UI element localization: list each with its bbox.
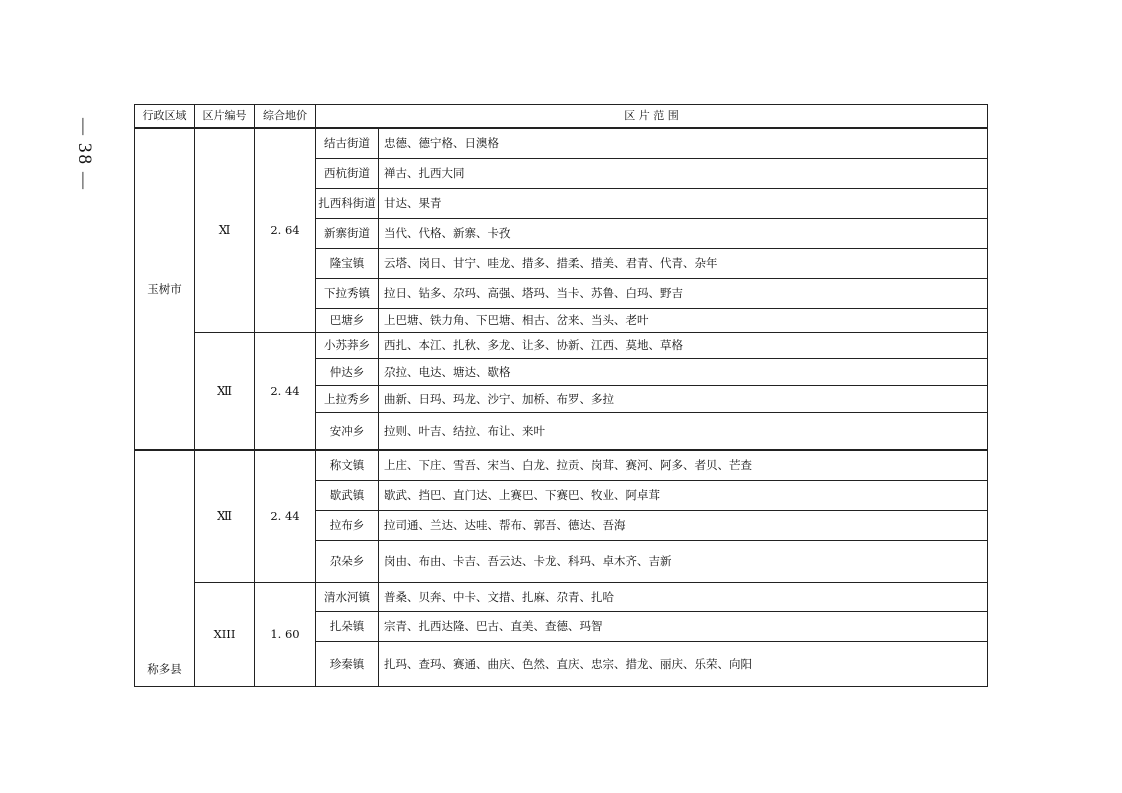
place-cell: 尕朵乡 — [316, 540, 379, 582]
place-cell: 巴塘乡 — [316, 308, 379, 332]
villages-cell: 曲新、日玛、玛龙、沙宁、加桥、布罗、多拉 — [379, 385, 988, 412]
villages-cell: 普桑、贝奔、中卡、文措、扎麻、尕青、扎哈 — [379, 582, 988, 611]
table-header-row — [135, 105, 988, 129]
table-row — [135, 450, 988, 480]
villages-cell: 宗青、扎西达隆、巴古、直美、查德、玛智 — [379, 611, 988, 641]
villages-cell: 拉司通、兰达、达哇、帮布、郭吾、德达、吾海 — [379, 510, 988, 540]
villages-cell: 拉日、钻多、尕玛、高强、塔玛、当卡、苏鲁、白玛、野吉 — [379, 278, 988, 308]
place-cell: 安冲乡 — [316, 412, 379, 450]
villages-cell: 西扎、本江、扎秋、多龙、让多、协新、江西、莫地、草格 — [379, 332, 988, 358]
place-cell: 结古街道 — [316, 128, 379, 158]
place-cell: 称文镇 — [316, 450, 379, 480]
page-number-dash-right: — — [75, 172, 94, 191]
place-cell: 扎朵镇 — [316, 611, 379, 641]
table-row — [135, 128, 988, 158]
place-cell: 上拉秀乡 — [316, 385, 379, 412]
price-cell: 2. 44 — [255, 332, 316, 450]
page-number-value: 38 — [74, 143, 95, 166]
page-number — [73, 118, 95, 191]
place-cell: 西杭街道 — [316, 158, 379, 188]
table-row — [135, 332, 988, 358]
villages-cell: 甘达、果青 — [379, 188, 988, 218]
villages-cell: 上巴塘、铁力角、下巴塘、相古、岔来、当头、老叶 — [379, 308, 988, 332]
place-cell: 下拉秀镇 — [316, 278, 379, 308]
place-cell: 隆宝镇 — [316, 248, 379, 278]
price-cell: 1. 60 — [255, 582, 316, 686]
place-cell: 清水河镇 — [316, 582, 379, 611]
villages-cell: 拉则、叶吉、结拉、布让、来叶 — [379, 412, 988, 450]
page-number-dash-left: — — [75, 118, 94, 137]
place-cell: 新寨街道 — [316, 218, 379, 248]
place-cell: 珍秦镇 — [316, 641, 379, 686]
header-zone-scope: 区 片 范 围 — [316, 105, 988, 129]
zone-number-cell: XIII — [195, 582, 255, 686]
zone-number-cell: Ⅻ — [195, 450, 255, 582]
villages-cell: 禅古、扎西大同 — [379, 158, 988, 188]
villages-cell: 尕拉、电达、塘达、歇格 — [379, 358, 988, 385]
place-cell: 小苏莽乡 — [316, 332, 379, 358]
villages-cell: 当代、代格、新寨、卡孜 — [379, 218, 988, 248]
place-cell: 拉布乡 — [316, 510, 379, 540]
land-price-zone-table — [134, 104, 988, 687]
header-composite-price: 综合地价 — [255, 105, 316, 129]
villages-cell: 上庄、下庄、雪吾、宋当、白龙、拉贡、岗茸、赛河、阿多、者贝、芒查 — [379, 450, 988, 480]
table-row — [135, 582, 988, 611]
place-cell: 扎西科街道 — [316, 188, 379, 218]
header-region: 行政区域 — [135, 105, 195, 129]
place-cell: 仲达乡 — [316, 358, 379, 385]
header-zone-number: 区片编号 — [195, 105, 255, 129]
price-cell: 2. 44 — [255, 450, 316, 582]
villages-cell: 忠德、德宁格、日澳格 — [379, 128, 988, 158]
villages-cell: 云塔、岗日、甘宁、哇龙、措多、措柔、措美、君青、代青、杂年 — [379, 248, 988, 278]
zone-number-cell: Ⅻ — [195, 332, 255, 450]
villages-cell: 扎玛、查玛、赛通、曲庆、色然、直庆、忠宗、措龙、丽庆、乐荣、向阳 — [379, 641, 988, 686]
region-cell: 玉树市 — [135, 128, 195, 450]
villages-cell: 岗由、布由、卡吉、吾云达、卡龙、科玛、卓木齐、吉新 — [379, 540, 988, 582]
region-cell: 称多县 — [135, 450, 195, 686]
price-cell: 2. 64 — [255, 128, 316, 332]
zone-number-cell: Ⅺ — [195, 128, 255, 332]
villages-cell: 歇武、挡巴、直门达、上赛巴、下赛巴、牧业、阿卓茸 — [379, 480, 988, 510]
place-cell: 歇武镇 — [316, 480, 379, 510]
